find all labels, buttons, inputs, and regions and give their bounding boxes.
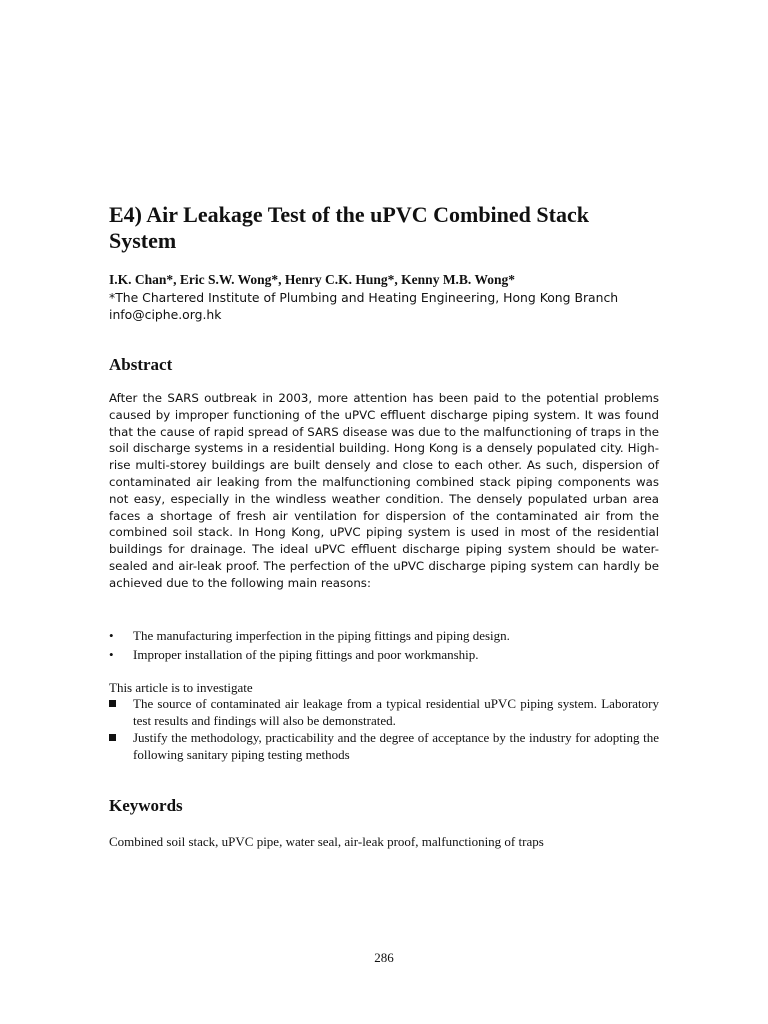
list-item: [109, 646, 659, 663]
author-list: I.K. Chan*, Eric S.W. Wong*, Henry C.K. Hung*, Kenny M.B. Wong*: [109, 272, 515, 287]
author-affiliation: *The Chartered Institute of Plumbing and Heating Engineering, Hong Kong Branch: [109, 290, 619, 305]
list-item: [109, 627, 659, 644]
bullet-icon: •: [109, 647, 114, 662]
list-item-text: The source of contaminated air leakage from a typical residential uPVC piping system. Laboratory test results and findings will also be demonstrated.: [133, 696, 659, 728]
list-item-text: The manufacturing imperfection in the piping fittings and piping design.: [133, 628, 510, 643]
list-item-text: Justify the methodology, practicability and the degree of acceptance by the industry for adopting the following sanitary piping testing methods: [133, 730, 659, 762]
keywords-heading: Keywords: [109, 796, 183, 815]
square-bullet-icon: [109, 734, 116, 741]
bullet-icon: •: [109, 628, 114, 643]
abstract-body: [109, 390, 659, 592]
abstract-paragraph: After the SARS outbreak in 2003, more attention has been paid to the potential problems caused by improper functioning of the uPVC effluent discharge piping system. It was found that the cause of rapid spread of SARS disease was due to the malfunctioning of traps in the soil discharge systems in a residential building. Hong Kong is a densely populated city. High-rise multi-storey buildings are built densely and close to each other. As such, dispersion of contaminated air leaking from the malfunctioning combined stack piping components was not easy, especially in the windless weather condition. The densely populated urban area faces a shortage of fresh air ventilation for dispersion of the contaminated air from the combined soil stack. In Hong Kong, uPVC piping system is used in most of the residential buildings for drainage. The ideal uPVC effluent discharge piping system should be water-sealed and air-leak proof. The perfection of the uPVC discharge piping system can hardly be achieved due to the following main reasons:: [109, 391, 659, 590]
square-bullet-icon: [109, 700, 116, 707]
paper-title: E4) Air Leakage Test of the uPVC Combined Stack System: [109, 202, 589, 253]
investigation-intro: This article is to investigate: [109, 680, 253, 695]
objectives-list: [109, 695, 659, 763]
contact-email: info@ciphe.org.hk: [109, 307, 222, 322]
list-item: [109, 729, 659, 763]
keywords-text: Combined soil stack, uPVC pipe, water seal, air-leak proof, malfunctioning of traps: [109, 834, 544, 849]
abstract-heading: Abstract: [109, 355, 173, 374]
page-number: 286: [374, 950, 394, 965]
reasons-list: [109, 627, 659, 665]
list-item: [109, 695, 659, 729]
list-item-text: Improper installation of the piping fittings and poor workmanship.: [133, 647, 479, 662]
